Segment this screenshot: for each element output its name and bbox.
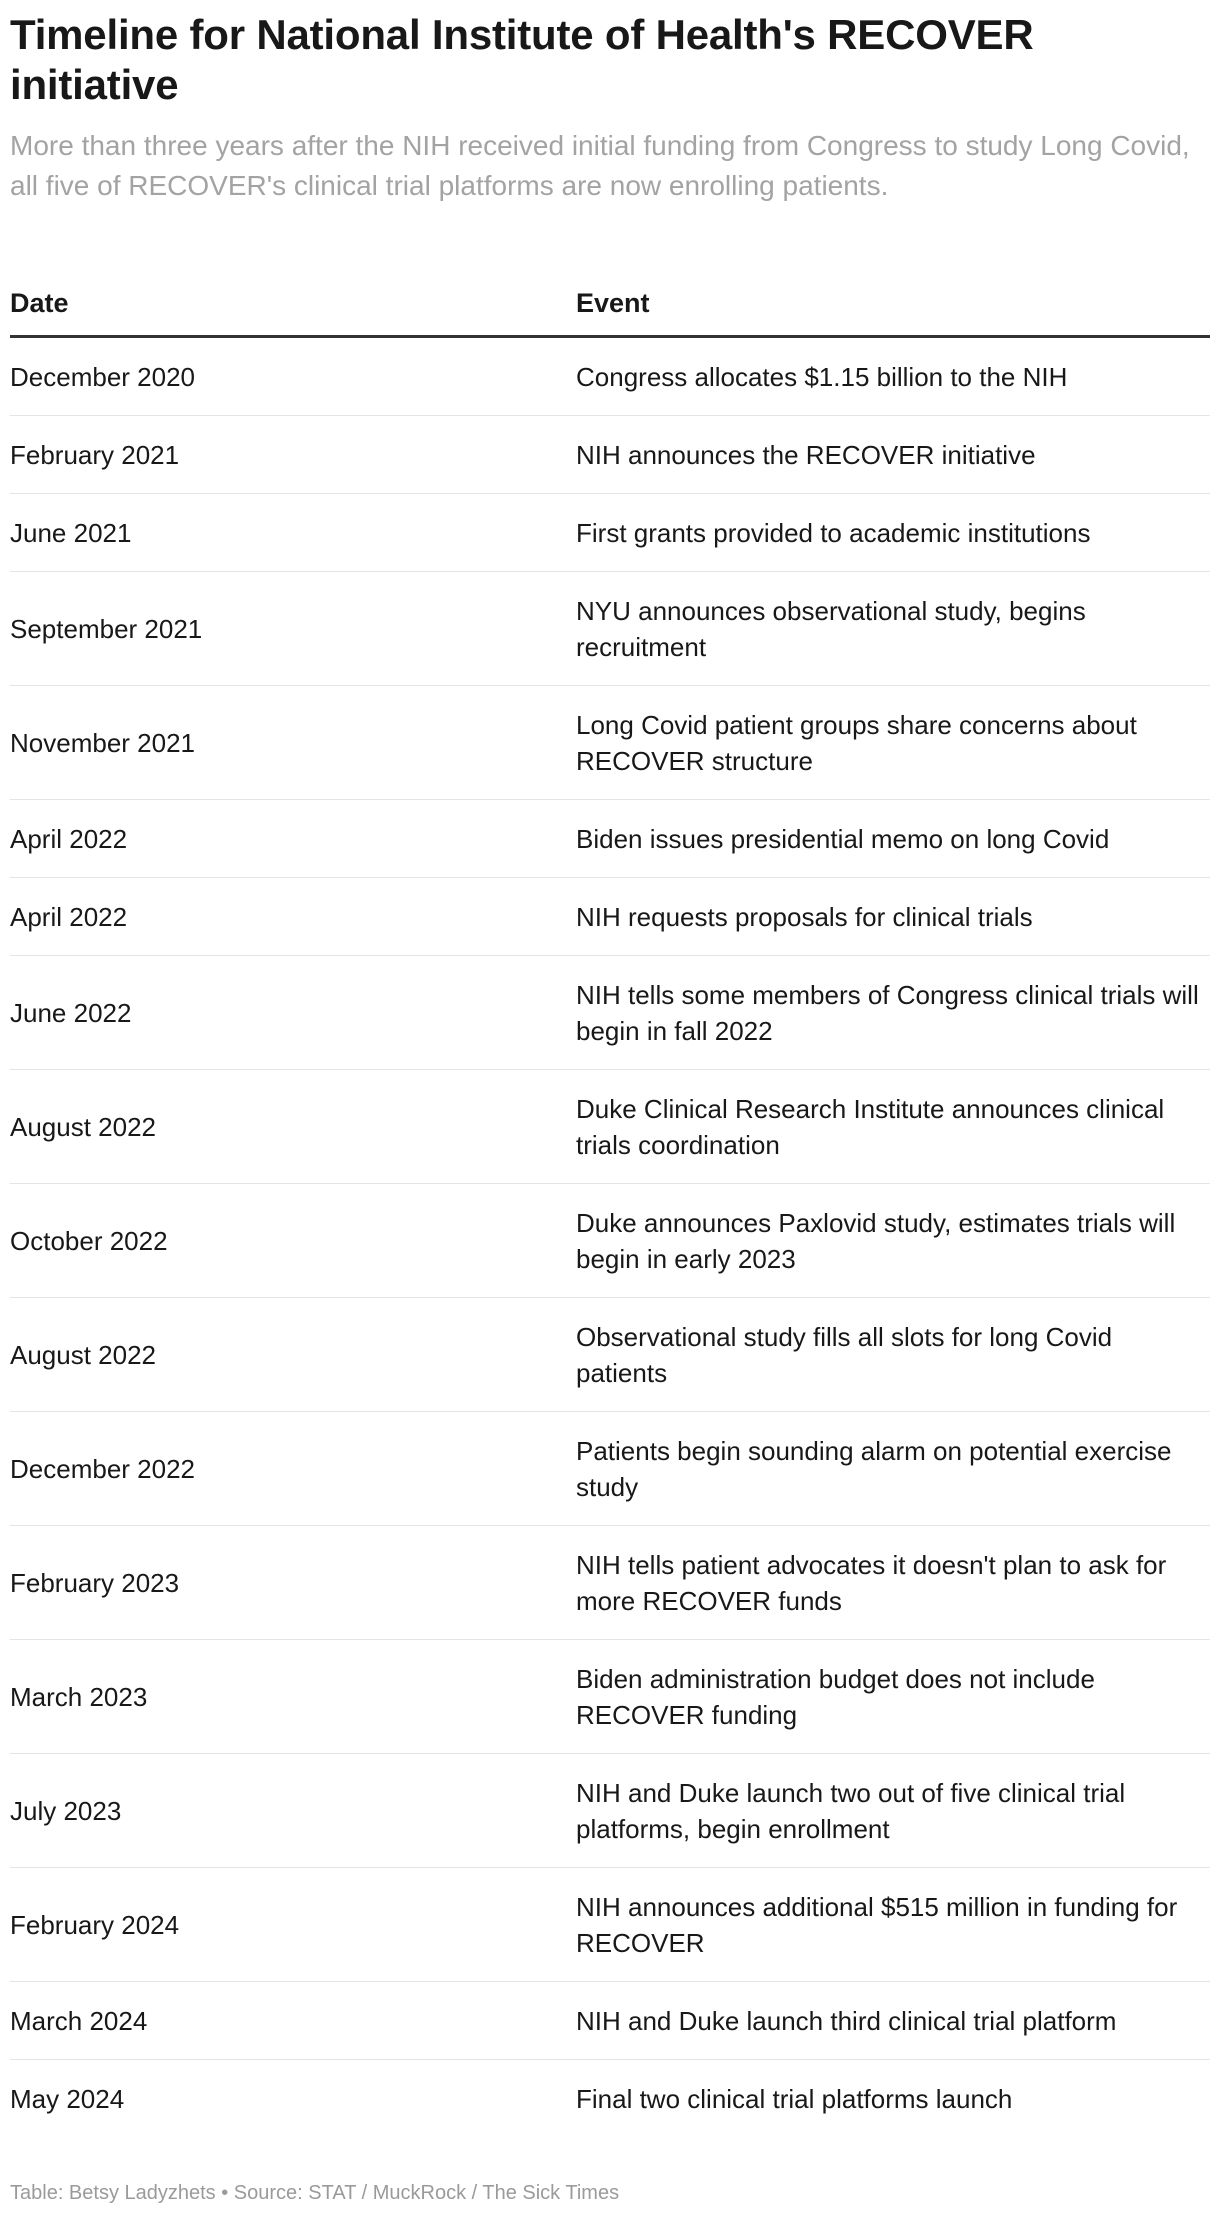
event-cell: Long Covid patient groups share concerns about RECOVER structure	[576, 709, 1137, 776]
date-cell: October 2022	[10, 1225, 168, 1256]
date-cell: February 2024	[10, 1909, 180, 1940]
page-title: Timeline for National Institute of Health's RECOVER initiative	[10, 11, 1034, 108]
event-cell: NIH tells some members of Congress clinical trials will begin in fall 2022	[576, 979, 1199, 1046]
event-cell: Final two clinical trial platforms launch	[576, 2084, 1013, 2114]
event-cell: NIH announces the RECOVER initiative	[576, 439, 1036, 470]
date-cell: April 2022	[10, 901, 128, 932]
table-header	[10, 272, 1210, 338]
timeline-table	[10, 272, 1210, 2138]
date-cell: July 2023	[10, 1795, 122, 1826]
table-row	[10, 1184, 1210, 1298]
table-row	[10, 1298, 1210, 1412]
event-cell: NIH announces additional $515 million in funding for RECOVER	[576, 1891, 1178, 1958]
event-cell: Duke announces Paxlovid study, estimates trials will begin in early 2023	[576, 1207, 1176, 1274]
date-cell: February 2023	[10, 1567, 180, 1598]
event-cell: NIH and Duke launch two out of five clinical trial platforms, begin enrollment	[576, 1777, 1126, 1844]
event-cell: Duke Clinical Research Institute announces clinical trials coordination	[576, 1093, 1165, 1160]
date-cell: May 2024	[10, 2084, 125, 2114]
table-row	[10, 1640, 1210, 1754]
date-cell: February 2021	[10, 439, 180, 470]
date-cell: March 2024	[10, 2005, 148, 2036]
table-row	[10, 800, 1210, 878]
date-cell: September 2021	[10, 613, 203, 644]
table-row	[10, 572, 1210, 686]
date-cell: June 2022	[10, 997, 132, 1028]
column-header-event: Event	[576, 288, 650, 318]
date-cell: December 2020	[10, 361, 195, 392]
table-row	[10, 1412, 1210, 1526]
date-cell: April 2022	[10, 823, 128, 854]
table-row	[10, 416, 1210, 494]
date-cell: December 2022	[10, 1453, 195, 1484]
table-row	[10, 1526, 1210, 1640]
table-row	[10, 878, 1210, 956]
event-cell: Patients begin sounding alarm on potential exercise study	[576, 1435, 1172, 1502]
date-cell: August 2022	[10, 1111, 157, 1142]
source-credit: Table: Betsy Ladyzhets • Source: STAT / MuckRock / The Sick Times	[10, 2182, 620, 2204]
table-row	[10, 494, 1210, 572]
table-row	[10, 2060, 1210, 2138]
table-row	[10, 1982, 1210, 2060]
event-cell: First grants provided to academic institutions	[576, 517, 1091, 548]
event-cell: NIH requests proposals for clinical trials	[576, 901, 1033, 932]
event-cell: NYU announces observational study, begins recruitment	[576, 595, 1086, 662]
table-row	[10, 338, 1210, 416]
event-cell: Congress allocates $1.15 billion to the NIH	[576, 361, 1068, 392]
event-cell: NIH and Duke launch third clinical trial platform	[576, 2005, 1117, 2036]
table-row	[10, 686, 1210, 800]
date-cell: June 2021	[10, 517, 132, 548]
column-header-date: Date	[10, 288, 69, 318]
date-cell: November 2021	[10, 727, 195, 758]
table-row	[10, 1868, 1210, 1982]
table-row	[10, 956, 1210, 1070]
date-cell: March 2023	[10, 1681, 148, 1712]
table-row	[10, 1070, 1210, 1184]
page-subtitle: More than three years after the NIH received initial funding from Congress to study Long Covid, all five of RECOVER's clinical trial platforms are now enrolling patients.	[10, 130, 1190, 201]
event-cell: NIH tells patient advocates it doesn't plan to ask for more RECOVER funds	[576, 1549, 1167, 1616]
event-cell: Biden administration budget does not include RECOVER funding	[576, 1663, 1095, 1730]
event-cell: Biden issues presidential memo on long Covid	[576, 823, 1110, 854]
event-cell: Observational study fills all slots for long Covid patients	[576, 1321, 1113, 1388]
table-row	[10, 1754, 1210, 1868]
date-cell: August 2022	[10, 1339, 157, 1370]
